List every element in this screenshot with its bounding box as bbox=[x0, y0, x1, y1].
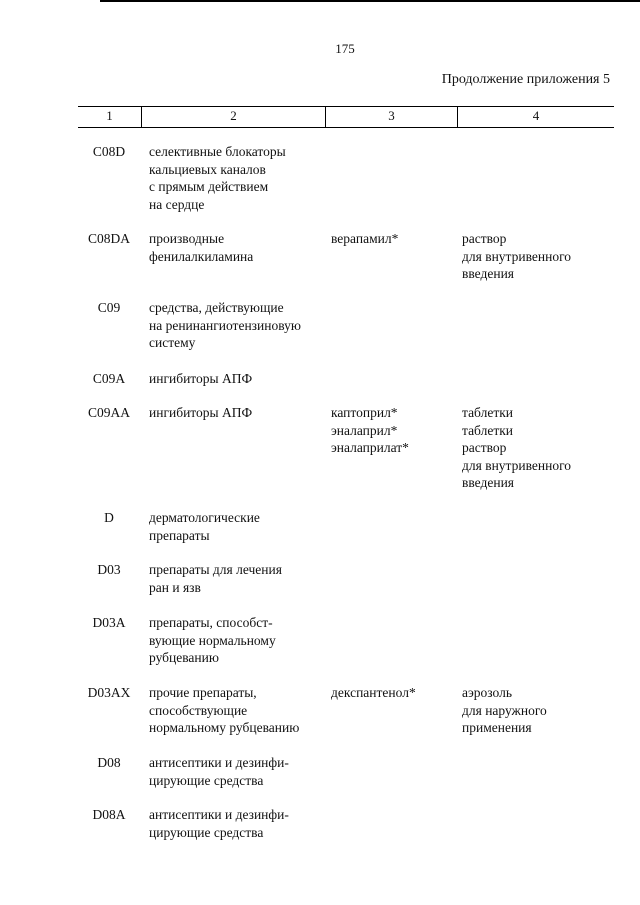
atc-code: D03 bbox=[97, 562, 121, 577]
drug-name: декспантенол* bbox=[331, 685, 416, 700]
top-edge-rule bbox=[100, 0, 640, 2]
pharmacological-group: прочие препараты, способствующие нормальному рубцеванию bbox=[149, 685, 300, 736]
dosage-form: раствор для внутривенного введения bbox=[462, 231, 572, 282]
atc-code: D03A bbox=[92, 615, 126, 630]
pharmacological-group: ингибиторы АПФ bbox=[149, 371, 253, 386]
pharmacological-group: средства, действующие на ренинангиотензиновую систему bbox=[149, 300, 301, 351]
atc-code: D bbox=[104, 510, 114, 525]
header-col-1: 1 bbox=[106, 108, 113, 123]
header-col-2: 2 bbox=[230, 108, 237, 123]
pharmacological-group: ингибиторы АПФ bbox=[149, 405, 253, 420]
atc-code: C08D bbox=[92, 144, 126, 159]
header-col-3: 3 bbox=[388, 108, 395, 123]
dosage-form: таблетки таблетки раствор для внутривенного введения bbox=[462, 405, 572, 491]
atc-code: C09AA bbox=[87, 405, 130, 420]
pharmacological-group: препараты для лечения ран и язв bbox=[149, 562, 282, 595]
atc-code: C08DA bbox=[87, 231, 130, 246]
pharmacological-group: антисептики и дезинфи- цирующие средства bbox=[149, 755, 289, 788]
pharmacological-group: антисептики и дезинфи- цирующие средства bbox=[149, 807, 289, 840]
atc-code: D08A bbox=[92, 807, 126, 822]
pharmacological-group: селективные блокаторы кальциевых каналов с прямым действием на сердце bbox=[149, 144, 286, 212]
atc-code: D08 bbox=[97, 755, 121, 770]
dosage-form: аэрозоль для наружного применения bbox=[462, 685, 547, 736]
drug-name: верапамил* bbox=[331, 231, 399, 246]
header-col-4: 4 bbox=[532, 108, 540, 123]
pharmacological-group: препараты, способст- вующие нормальному рубцеванию bbox=[149, 615, 276, 666]
atc-code: C09 bbox=[97, 300, 121, 315]
atc-code: C09A bbox=[92, 371, 126, 386]
atc-code: D03AX bbox=[87, 685, 131, 700]
pharmacological-group: дерматологические препараты bbox=[149, 510, 260, 543]
page-number: 175 bbox=[335, 41, 355, 56]
pharmacological-group: производные фенилалкиламина bbox=[149, 231, 254, 264]
appendix-continuation-label: Продолжение приложения 5 bbox=[441, 72, 610, 87]
table-header bbox=[78, 106, 614, 128]
drug-name: каптоприл* эналаприл* эналаприлат* bbox=[331, 405, 409, 456]
